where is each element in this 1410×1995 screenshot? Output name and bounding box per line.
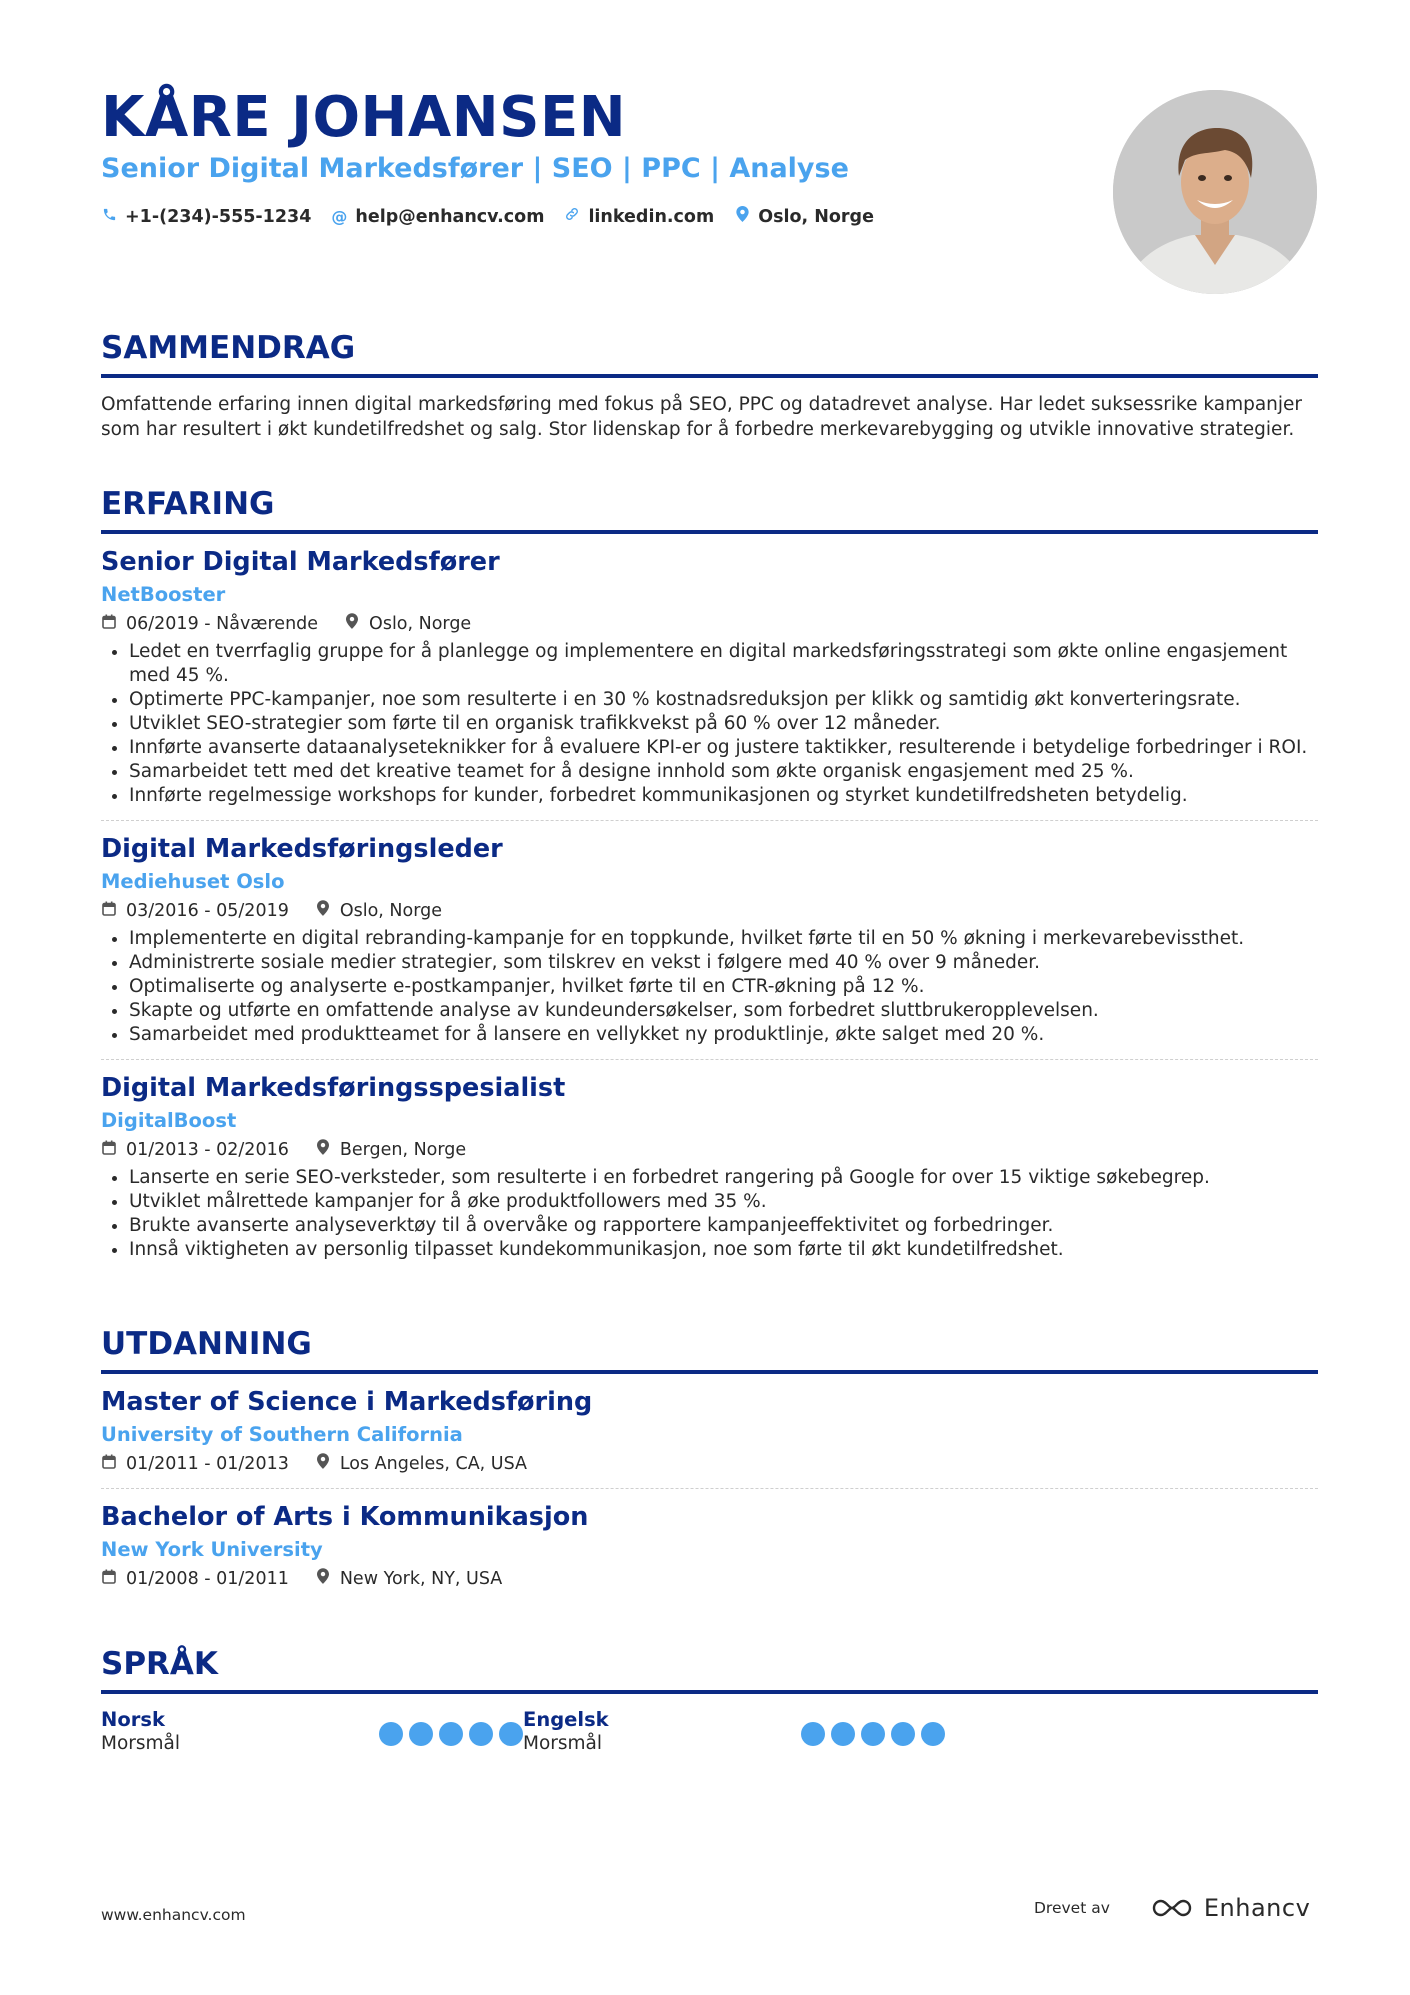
footer-branding [1034,1894,1310,1922]
education-meta [101,1567,1318,1591]
language-item [101,1708,523,1756]
education-dates [101,1567,289,1591]
list-item: • Brukte avanserte analyseverktøy til å overvåke og rapportere kampanjeeffektivitet og forbedringer. [129,1214,1318,1238]
education-dates-text: 01/2011 - 01/2013 [126,1454,289,1474]
language-item [523,1708,945,1756]
experience-heading: ERFARING [101,486,275,522]
list-item: • Utviklet målrettede kampanjer for å øke produktfollowers med 35 %. [129,1190,1318,1214]
entry-divider [101,1488,1318,1489]
list-item: • Skapte og utførte en omfattende analyse av kundeundersøkelser, som forbedret sluttbrukeropplevelsen. [129,999,1318,1023]
language-name: Norsk [101,1708,165,1731]
job-dates [101,899,289,923]
experience-rule [101,530,1318,534]
location-pin-icon [315,1138,331,1162]
rating-dot [831,1722,855,1746]
education-location [315,1567,502,1591]
experience-entry [101,546,1318,808]
footer-website[interactable]: www.enhancv.com [101,1906,246,1924]
job-location-text: Oslo, Norge [369,614,472,634]
education-meta [101,1452,1318,1476]
list-item: • Optimaliserte og analyserte e-postkampanjer, hvilket førte til en CTR-økning på 12 %. [129,975,1318,999]
list-item: • Innså viktigheten av personlig tilpasset kundekommunikasjon, noe som førte til økt kundetilfredshet. [129,1238,1318,1262]
job-location [344,612,471,636]
contact-location-text: Oslo, Norge [758,207,874,227]
education-location-text: New York, NY, USA [339,1569,503,1589]
rating-dot [861,1722,885,1746]
rating-dot [921,1722,945,1746]
job-meta [101,1138,1318,1162]
list-item: • Implementerte en digital rebranding-kampanje for en toppkunde, hvilket førte til en 50 % økning i merkevarebevissthet. [129,927,1318,951]
job-bullets [101,640,1318,808]
education-entry [101,1386,1318,1476]
company-name: Mediehuset Oslo [101,870,285,893]
phone-icon [101,205,117,229]
resume-page [101,0,1318,1995]
education-heading: UTDANNING [101,1326,312,1362]
job-dates-text: 06/2019 - Nåværende [126,614,319,634]
contact-location [734,205,874,229]
enhancv-logo[interactable] [1150,1894,1310,1922]
education-dates-text: 01/2008 - 01/2011 [126,1569,289,1589]
location-pin-icon [315,1452,331,1476]
job-dates [101,1138,289,1162]
list-item: • Utviklet SEO-strategier som førte til en organisk trafikkvekst på 60 % over 12 måneder. [129,712,1318,736]
calendar-icon [101,1138,117,1162]
job-bullets [101,927,1318,1047]
languages-heading: SPRÅK [101,1646,218,1682]
job-location-text: Bergen, Norge [339,1140,467,1160]
list-item: • Ledet en tverrfaglig gruppe for å planlegge og implementere en digital markedsføringsstrategi som økte online engasjement med 45 %. [129,640,1318,688]
job-title: Digital Markedsføringsspesialist [101,1073,566,1103]
experience-section [101,484,1318,1262]
contact-linkedin[interactable] [564,205,714,229]
job-dates [101,612,318,636]
education-rule [101,1370,1318,1374]
summary-heading: SAMMENDRAG [101,330,356,366]
language-text [101,1708,180,1756]
language-rating [379,1722,523,1746]
education-entry [101,1501,1318,1591]
candidate-headline: Senior Digital Markedsfører | SEO | PPC | Analyse [101,153,849,184]
list-item: • Samarbeidet med produktteamet for å lansere en vellykket ny produktlinje, økte salget med 20 %. [129,1023,1318,1047]
contact-email-text[interactable]: help@enhancv.com [355,207,545,227]
languages-list [101,1708,1318,1756]
summary-rule [101,374,1318,378]
at-icon: @ [331,207,348,226]
location-pin-icon [315,1567,331,1591]
company-name: NetBooster [101,583,226,606]
job-title: Digital Markedsføringsleder [101,834,503,864]
degree-title: Bachelor of Arts i Kommunikasjon [101,1502,589,1532]
summary-section [101,328,1318,442]
job-location [315,1138,466,1162]
list-item: • Administrerte sosiale medier strategier, som tilskrev en vekst i følgere med 40 % over 9 måneder. [129,951,1318,975]
calendar-icon [101,1452,117,1476]
list-item: • Innførte avanserte dataanalyseteknikker for å evaluere KPI-er og justere taktikker, resulterende i betydelige forbedringer i ROI. [129,736,1318,760]
location-pin-icon [344,612,360,636]
rating-dot [409,1722,433,1746]
enhancv-logo-icon [1150,1896,1194,1920]
rating-dot [499,1722,523,1746]
language-text [523,1708,609,1756]
link-icon [564,205,580,229]
education-location [315,1452,527,1476]
job-dates-text: 01/2013 - 02/2016 [126,1140,289,1160]
language-level: Morsmål [101,1733,181,1754]
language-name: Engelsk [523,1708,609,1731]
rating-dot [439,1722,463,1746]
rating-dot [891,1722,915,1746]
calendar-icon [101,899,117,923]
contact-phone-text: +1-(234)-555-1234 [125,207,312,227]
list-item: • Innførte regelmessige workshops for kunder, forbedret kommunikasjonen og styrket kundetilfredsheten betydelig. [129,784,1318,808]
job-title: Senior Digital Markedsfører [101,547,500,577]
summary-text: Omfattende erfaring innen digital markedsføring med fokus på SEO, PPC og datadrevet analyse. Har ledet suksessrike kampanjer som har resultert i økt kundetilfredshet og salg. Stor lidenskap for å forbedre merkevarebygging og utvikle innovative strategier. [101,394,1303,440]
experience-entry [101,833,1318,1047]
language-level: Morsmål [523,1733,603,1754]
language-rating [801,1722,945,1746]
entry-divider [101,1059,1318,1060]
job-bullets [101,1166,1318,1262]
contact-bar [101,205,874,229]
list-item: • Samarbeidet tett med det kreative teamet for å designe innhold som økte organisk engasjement med 25 %. [129,760,1318,784]
company-name: DigitalBoost [101,1109,237,1132]
rating-dot [801,1722,825,1746]
rating-dot [469,1722,493,1746]
contact-linkedin-text[interactable]: linkedin.com [588,207,715,227]
experience-entry [101,1072,1318,1262]
candidate-name: KÅRE JOHANSEN [101,85,627,150]
contact-email[interactable] [331,205,544,229]
education-location-text: Los Angeles, CA, USA [339,1454,528,1474]
location-pin-icon [734,205,750,229]
job-location [315,899,442,923]
education-section [101,1324,1318,1591]
school-name: New York University [101,1538,323,1561]
job-meta [101,612,1318,636]
job-dates-text: 03/2016 - 05/2019 [126,901,289,921]
job-meta [101,899,1318,923]
entry-divider [101,820,1318,821]
calendar-icon [101,1567,117,1591]
location-pin-icon [315,899,331,923]
job-location-text: Oslo, Norge [339,901,442,921]
languages-rule [101,1690,1318,1694]
calendar-icon [101,612,117,636]
profile-photo [1113,90,1317,294]
brand-name: Enhancv [1203,1894,1311,1922]
rating-dot [379,1722,403,1746]
contact-phone [101,205,311,229]
degree-title: Master of Science i Markedsføring [101,1387,593,1417]
list-item: • Optimerte PPC-kampanjer, noe som resulterte i en 30 % kostnadsreduksjon per klikk og samtidig økt konverteringsrate. [129,688,1318,712]
education-dates [101,1452,289,1476]
languages-section [101,1644,1318,1756]
powered-by-label: Drevet av [1034,1899,1110,1917]
list-item: • Lanserte en serie SEO-verksteder, som resulterte i en forbedret rangering på Google for over 15 viktige søkebegrep. [129,1166,1318,1190]
school-name: University of Southern California [101,1423,463,1446]
